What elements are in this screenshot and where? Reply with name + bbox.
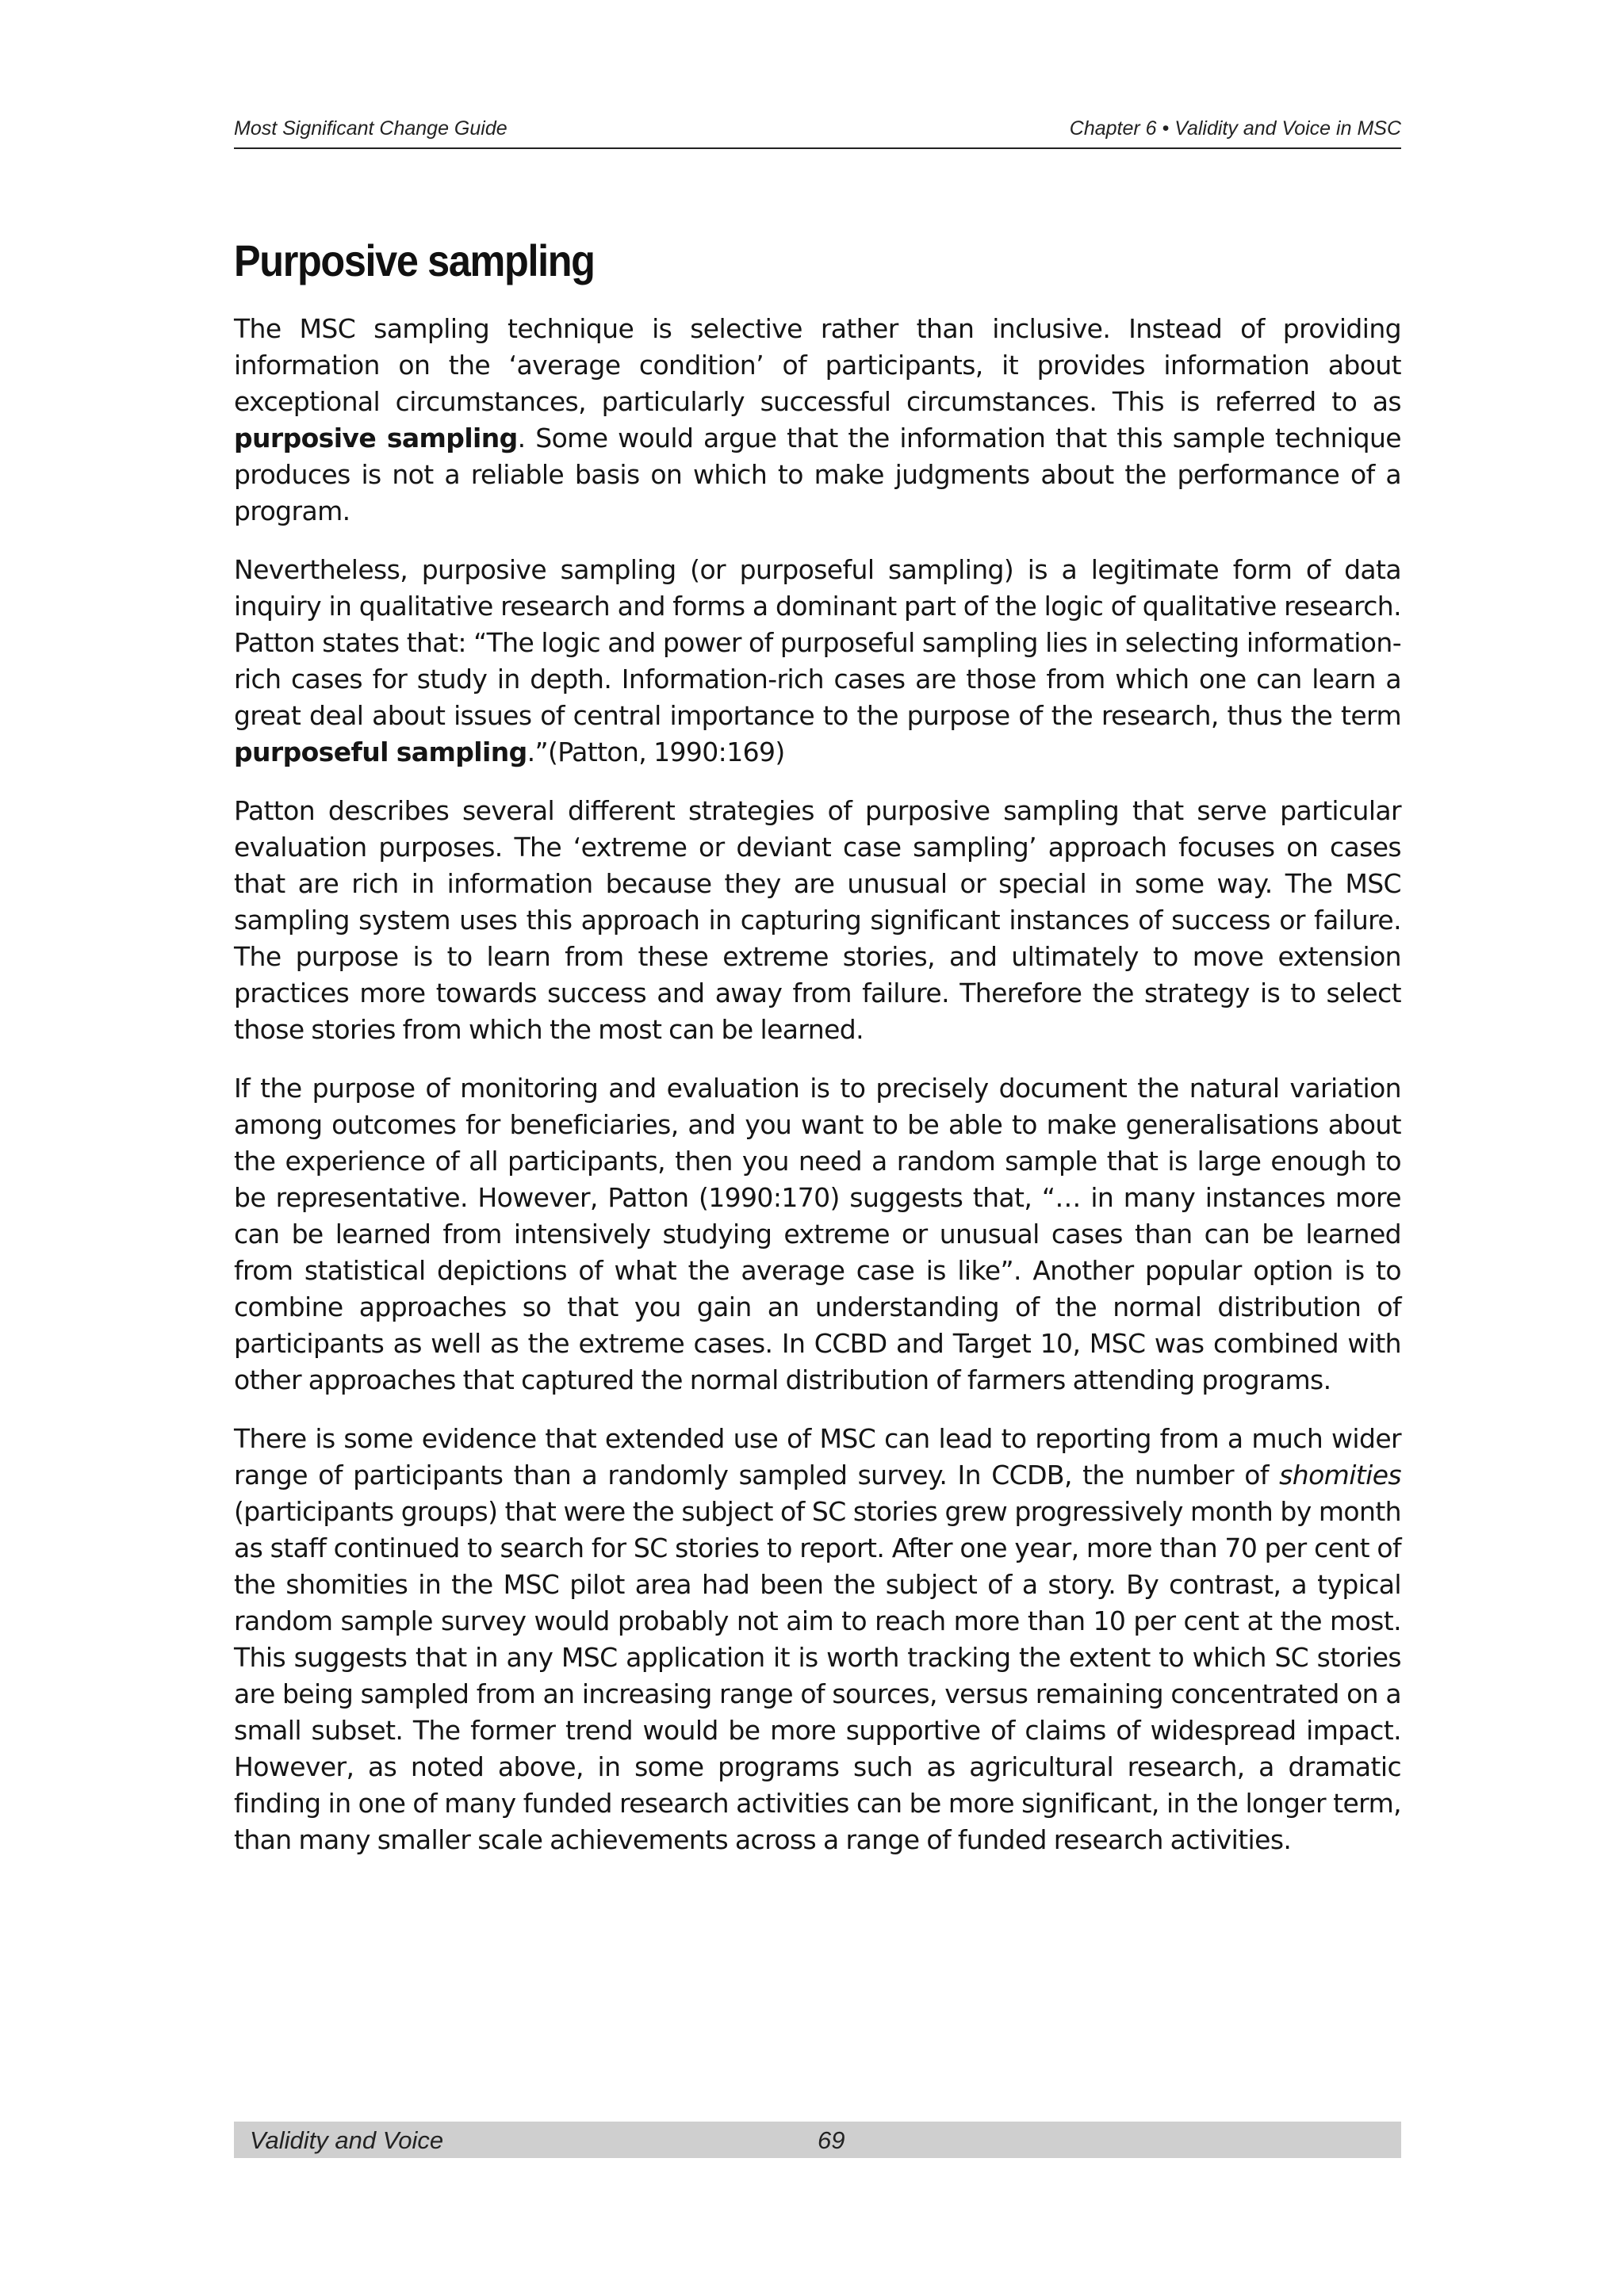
page-number: 69 bbox=[818, 2126, 845, 2154]
header-chapter-title: Chapter 6 • Validity and Voice in MSC bbox=[1069, 117, 1401, 140]
paragraph-1 bbox=[234, 311, 1401, 530]
section-heading: Purposive sampling bbox=[234, 235, 595, 285]
paragraph-1-text-a: The MSC sampling technique is selective rather than inclusive. Instead of providing information on the ‘average condition’ of participants, it provides information about exceptional circumstances, particularly successful circumstances. This is referred to as bbox=[234, 313, 1401, 417]
body-text bbox=[234, 311, 1401, 1881]
paragraph-5-text-a: There is some evidence that extended use of MSC can lead to reporting from a much wider range of participants than a randomly sampled survey. In CCDB, the number of bbox=[234, 1423, 1401, 1490]
paragraph-1-text-c: . Some would argue that the information that this sample technique produces is not a reliable basis on which to make judgments about the performance of a program. bbox=[234, 423, 1401, 526]
footer-section-title: Validity and Voice bbox=[250, 2126, 444, 2154]
paragraph-2-text-a: Nevertheless, purposive sampling (or purposeful sampling) is a legitimate form of data inquiry in qualitative research and forms a dominant part of the logic of qualitative research. Patton states that: “The logic and power of purposeful sampling lies in selecting information-rich cases for study in depth. Information-rich cases are those from which one can learn a great deal about issues of central importance to the purpose of the research, thus the term bbox=[234, 554, 1401, 731]
paragraph-3: Patton describes several different strategies of purposive sampling that serve particular evaluation purposes. The ‘extreme or deviant case sampling’ approach focuses on cases that are rich in information because they are unusual or special in some way. The MSC sampling system uses this approach in capturing significant instances of success or failure. The purpose is to learn from these extreme stories, and ultimately to move extension practices more towards success and away from failure. Therefore the strategy is to select those stories from which the most can be learned. bbox=[234, 795, 1401, 1045]
term-shomities: shomities bbox=[1279, 1460, 1401, 1490]
paragraph-5-text-c: (participants groups) that were the subject of SC stories grew progressively month by month as staff continued to search for SC stories to report. After one year, more than 70 per cent of the shomities in the MSC pilot area had been the subject of a story. By contrast, a typical random sample survey would probably not aim to reach more than 10 per cent at the most. This suggests that in any MSC application it is worth tracking the extent to which SC stories are being sampled from an increasing range of sources, versus remaining concentrated on a small subset. The former trend would be more supportive of claims of widespread impact. However, as noted above, in some programs such as agricultural research, a dramatic finding in one of many funded research activities can be more significant, in the longer term, than many smaller scale achievements across a range of funded research activities. bbox=[234, 1496, 1401, 1855]
term-purposive-sampling: purposive sampling bbox=[234, 423, 518, 453]
paragraph-2 bbox=[234, 552, 1401, 771]
paragraph-4: If the purpose of monitoring and evaluation is to precisely document the natural variation among outcomes for beneficiaries, and you want to be able to make generalisations about the experience of all participants, then you need a random sample that is large enough to be representative. However, Patton (1990:170) suggests that, “… in many instances more can be learned from intensively studying extreme or unusual cases than can be learned from statistical depictions of what the average case is like”. Another popular option is to combine approaches so that you gain an understanding of the normal distribution of participants as well as the extreme cases. In CCBD and Target 10, MSC was combined with other approaches that captured the normal distribution of farmers attending programs. bbox=[234, 1073, 1401, 1395]
term-purposeful-sampling: purposeful sampling bbox=[234, 737, 527, 767]
paragraph-2-text-c: .”(Patton, 1990:169) bbox=[527, 737, 785, 767]
header-guide-title: Most Significant Change Guide bbox=[234, 117, 508, 140]
running-header bbox=[234, 116, 1401, 149]
page-footer bbox=[234, 2122, 1401, 2158]
paragraph-5 bbox=[234, 1421, 1401, 1858]
